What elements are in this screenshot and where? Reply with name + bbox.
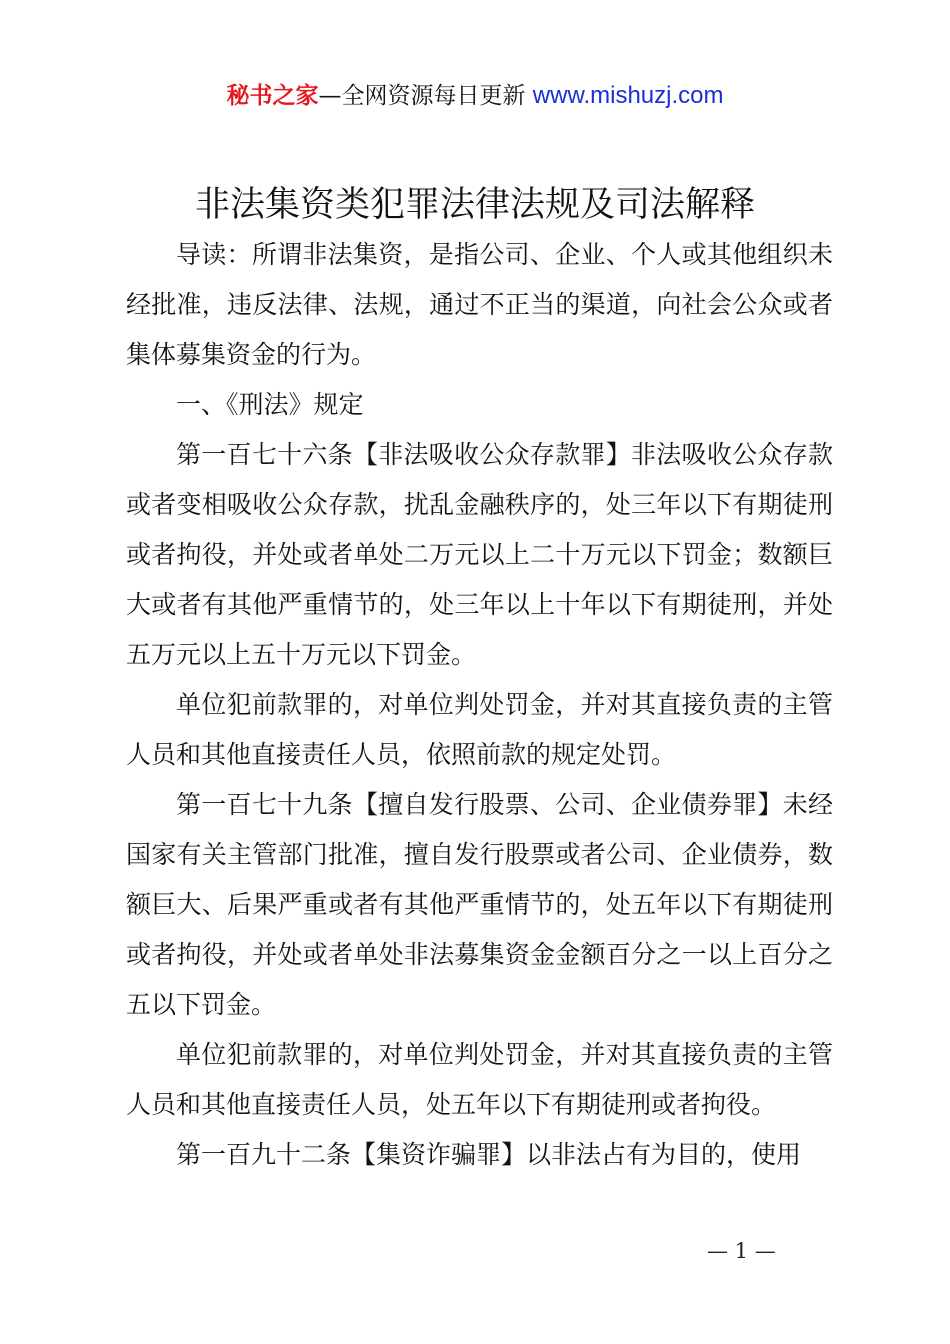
article-176-paragraph: 第一百七十六条【非法吸收公众存款罪】非法吸收公众存款或者变相吸收公众存款，扰乱金融秩序的，处三年以下有期徒刑或者拘役，并处或者单处二万元以上二十万元以下罚金；数额巨大或者有其他严重情节的，处三年以上十年以下有期徒刑，并处五万元以上五十万元以下罚金。 — [126, 440, 833, 669]
article-179-paragraph: 第一百七十九条【擅自发行股票、公司、企业债券罪】未经国家有关主管部门批准，擅自发行股票或者公司、企业债券，数额巨大、后果严重或者有其他严重情节的，处五年以下有期徒刑或者拘役，并处或者单处非法募集资金金额百分之一以上百分之五以下罚金。 — [126, 790, 833, 1019]
document-body — [126, 230, 833, 1180]
site-url-link[interactable]: www.mishuzj.com — [532, 82, 724, 109]
site-tagline: —全网资源每日更新 — [318, 83, 526, 109]
site-brand: 秘书之家 — [226, 83, 319, 109]
article-176-unit-paragraph: 单位犯前款罪的，对单位判处罚金，并对其直接负责的主管人员和其他直接责任人员，依照前款的规定处罚。 — [126, 690, 833, 769]
intro-paragraph: 导读：所谓非法集资，是指公司、企业、个人或其他组织未经批准，违反法律、法规，通过不正当的渠道，向社会公众或者集体募集资金的行为。 — [126, 240, 833, 369]
article-192-paragraph: 第一百九十二条【集资诈骗罪】以非法占有为目的，使用 — [176, 1140, 802, 1169]
section-heading: 一、《刑法》规定 — [176, 390, 364, 419]
site-header — [0, 80, 950, 112]
page-number: — 1 — — [707, 1239, 776, 1263]
article-179-unit-paragraph: 单位犯前款罪的，对单位判处罚金，并对其直接负责的主管人员和其他直接责任人员，处五年以下有期徒刑或者拘役。 — [126, 1040, 833, 1119]
document-title: 非法集资类犯罪法律法规及司法解释 — [194, 185, 755, 225]
